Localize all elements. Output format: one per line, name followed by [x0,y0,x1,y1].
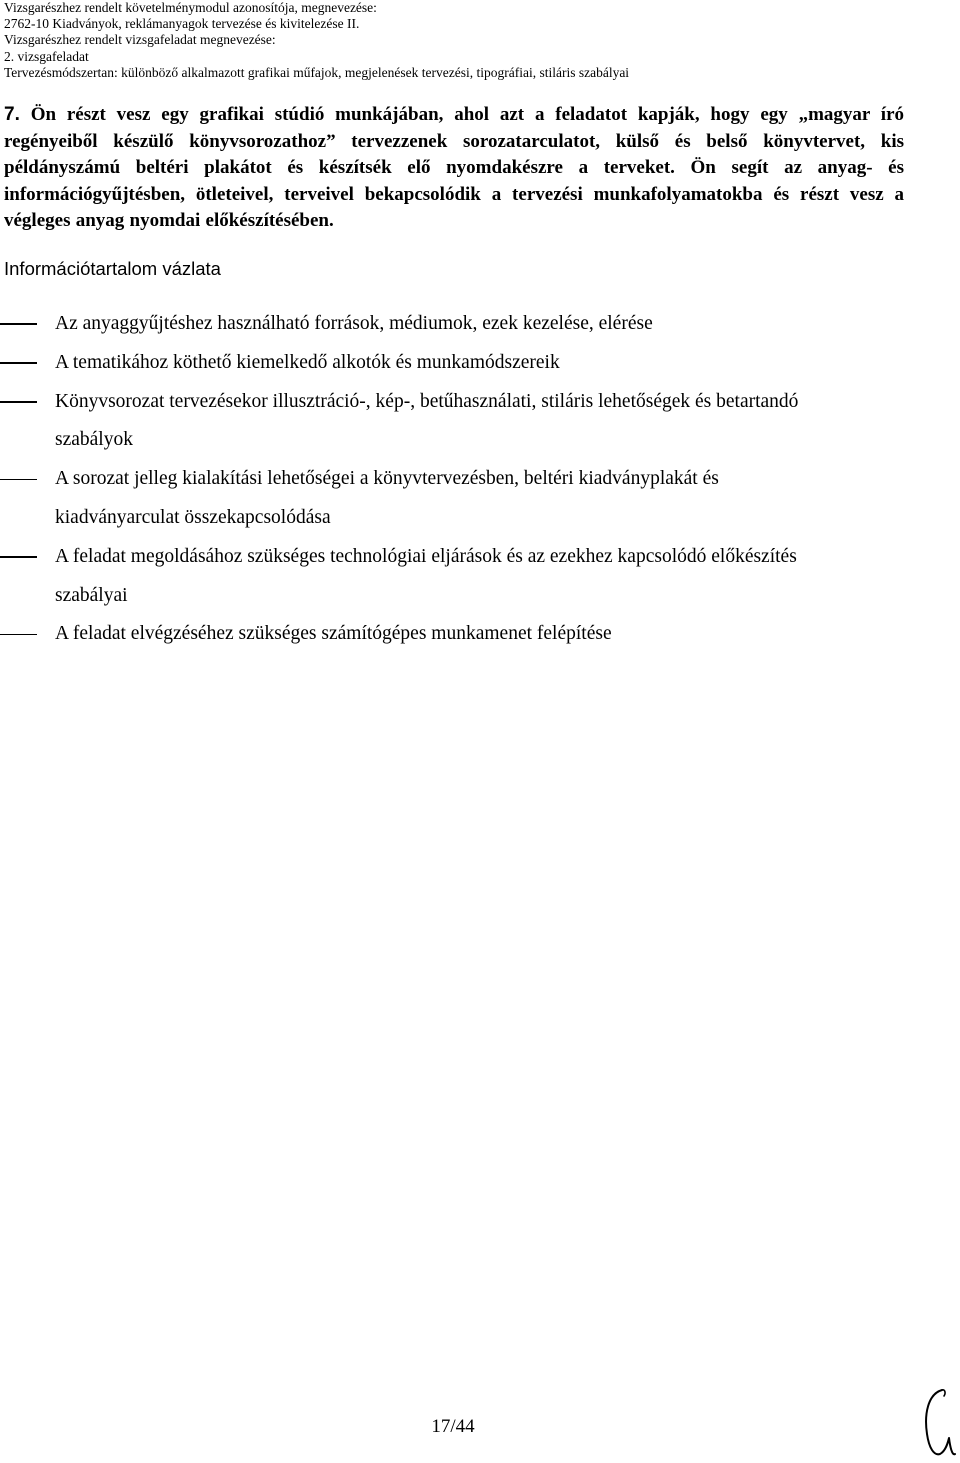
list-item [0,615,845,654]
content-outline-list [0,305,960,654]
dash-bullet [0,401,37,403]
info-heading: Információtartalom vázlata [4,258,221,279]
dash-bullet [0,479,37,481]
dash-bullet [0,556,37,558]
document-header [4,0,629,81]
dash-bullet [0,323,37,325]
header-line: 2. vizsgafeladat [4,48,89,64]
handwritten-initial [918,1384,958,1460]
list-item [0,344,845,383]
list-item [0,460,845,538]
dash-bullet [0,362,37,364]
list-item-text: Az anyaggyűjtéshez használható források, médiumok, ezek kezelése, elérése [55,313,653,334]
header-line: Vizsgarészhez rendelt követelménymodul azonosítója, megnevezése: [4,0,377,15]
header-line: 2762-10 Kiadványok, reklámanyagok tervezése és kivitelezése II. [4,16,360,32]
list-item-text: Könyvsorozat tervezésekor illusztráció-, kép-, betűhasználati, stiláris lehetőségek és betartandó szabályok [55,390,799,451]
list-item [0,538,845,616]
task-paragraph [4,102,904,235]
page-number: 17/44 [431,1416,475,1437]
list-item-text: A sorozat jelleg kialakítási lehetőségei a könyvtervezésben, beltéri kiadványplakát és kiadványarculat összekapcsolódása [55,468,719,528]
list-item-text: A feladat megoldásához szükséges technológiai eljárások és az ezekhez kapcsolódó előkészítés szabályai [55,545,797,606]
list-item [0,383,845,461]
header-line: Vizsgarészhez rendelt vizsgafeladat megnevezése: [4,32,276,48]
task-number: 7. [4,104,20,125]
dash-bullet [0,634,37,636]
task-text: Ön részt vesz egy grafikai stúdió munkájában, ahol azt a feladatot kapják, hogy egy „magyar író regényeiből készülő könyvsorozathoz” tervezzenek sorozatarculatot, külső és belső könyvtervet, kis példányszámú beltéri plakátot és készítsék elő nyomdakészre a terveket. Ön segít az anyag- és információgyűjtésben, ötleteivel, terveivel bekapcsolódik a tervezési munkafolyamatokba és részt vesz a végleges anyag nyomdai előkészítésében. [4,104,905,232]
list-item-text: A feladat elvégzéséhez szükséges számítógépes munkamenet felépítése [55,623,612,645]
header-line: Tervezésmódszertan: különböző alkalmazott grafikai műfajok, megjelenések tervezési, tipográfiai, stiláris szabályai [4,64,630,80]
list-item-text: A tematikához köthető kiemelkedő alkotók és munkamódszereik [55,351,560,373]
list-item [0,305,845,344]
